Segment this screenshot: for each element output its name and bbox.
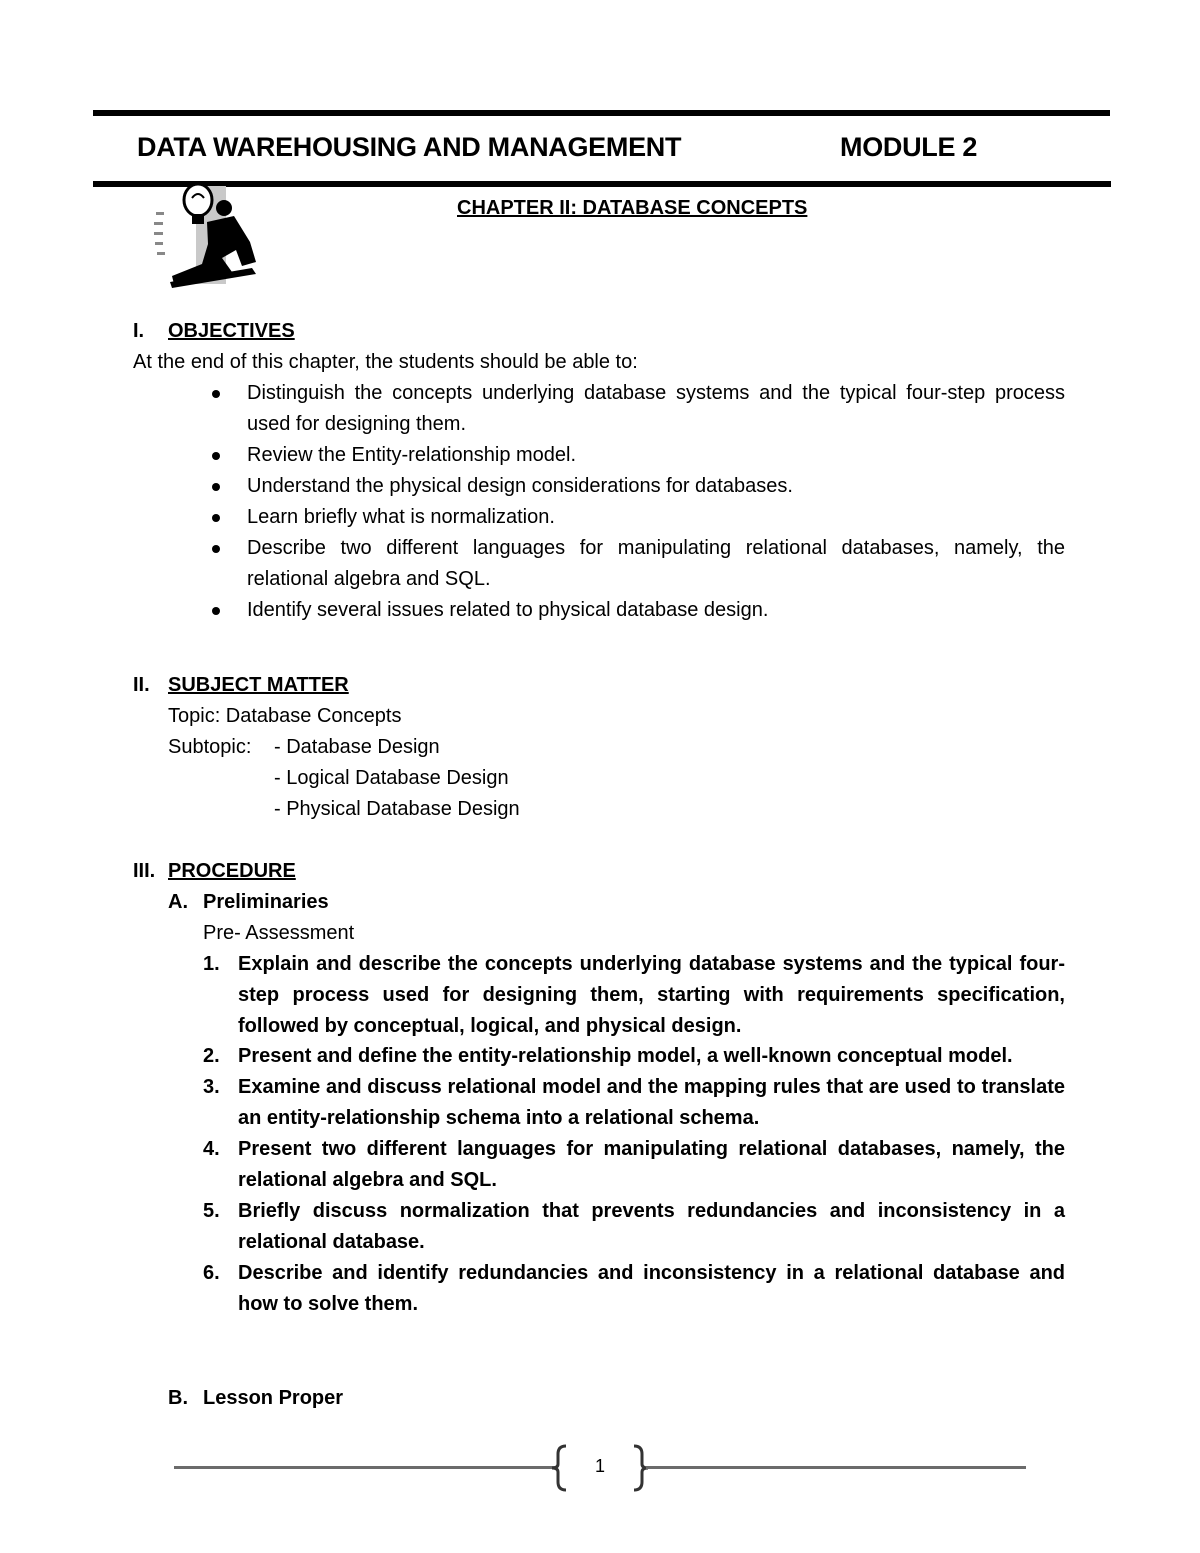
bullet-icon <box>212 607 220 615</box>
procedure-item: Present and define the entity-relationship model, a well-known conceptual model. <box>238 1045 1013 1067</box>
pre-assessment-label: Pre- Assessment <box>203 922 355 944</box>
bullet-icon <box>212 483 220 491</box>
procedure-heading-text: PROCEDURE <box>168 860 296 882</box>
objectives-intro: At the end of this chapter, the students should be able to: <box>133 351 638 373</box>
objective-item: Review the Entity-relationship model. <box>247 444 577 466</box>
chapter-title: CHAPTER II: DATABASE CONCEPTS <box>457 197 808 219</box>
objectives-heading <box>133 316 295 347</box>
procedure-item-number: 5. <box>203 1200 220 1222</box>
bullet-icon <box>212 390 220 398</box>
procedure-item: Describe and identify redundancies and inconsistency in a relational database and how to solve them. <box>238 1262 1065 1315</box>
procedure-item-number: 4. <box>203 1138 220 1160</box>
objective-item: Identify several issues related to physical database design. <box>247 599 769 621</box>
subtopic-item: - Physical Database Design <box>274 798 520 820</box>
subtopic-item: - Logical Database Design <box>274 767 509 789</box>
subject-matter-heading-text: SUBJECT MATTER <box>168 674 349 696</box>
preliminaries-letter: A. <box>168 891 188 913</box>
procedure-item-number: 6. <box>203 1262 220 1284</box>
footer-rule-right <box>646 1466 1026 1469</box>
objectives-numeral: I. <box>133 320 145 342</box>
document-title: DATA WAREHOUSING AND MANAGEMENT <box>137 132 682 162</box>
bullet-icon <box>212 514 220 522</box>
procedure-item: Explain and describe the concepts underlying database systems and the typical four-step process used for designing them, starting with requirements specification, followed by conceptual, logical, and physical design. <box>238 953 1065 1037</box>
bullet-icon <box>212 545 220 553</box>
objective-item: Learn briefly what is normalization. <box>247 506 555 528</box>
header-top-rule <box>93 110 1110 116</box>
module-label: MODULE 2 <box>840 132 978 162</box>
lesson-proper-heading: Lesson Proper <box>203 1387 344 1409</box>
left-brace-icon <box>548 1444 570 1492</box>
objective-item: Describe two different languages for manipulating relational databases, namely, the relational algebra and SQL. <box>247 537 1065 590</box>
lightbulb-person-icon <box>152 172 270 290</box>
objective-item: Understand the physical design considerations for databases. <box>247 475 793 497</box>
procedure-item-number: 3. <box>203 1076 220 1098</box>
page-number: 1 <box>594 1456 605 1476</box>
objectives-heading-text: OBJECTIVES <box>168 320 295 342</box>
subject-matter-heading <box>133 670 349 701</box>
subtopic-item: - Database Design <box>274 736 440 758</box>
procedure-item: Examine and discuss relational model and the mapping rules that are used to translate an entity-relationship schema into a relational schema. <box>238 1076 1065 1129</box>
objective-item: Distinguish the concepts underlying database systems and the typical four-step process used for designing them. <box>247 382 1065 435</box>
procedure-item: Present two different languages for manipulating relational databases, namely, the relational algebra and SQL. <box>238 1138 1065 1191</box>
procedure-numeral: III. <box>133 860 156 882</box>
procedure-heading <box>133 856 296 887</box>
subtopic-label: Subtopic: <box>168 736 252 758</box>
subject-matter-numeral: II. <box>133 674 150 696</box>
topic-line: Topic: Database Concepts <box>168 705 402 727</box>
procedure-item-number: 2. <box>203 1045 220 1067</box>
procedure-item: Briefly discuss normalization that prevents redundancies and inconsistency in a relational database. <box>238 1200 1065 1253</box>
bullet-icon <box>212 452 220 460</box>
procedure-item-number: 1. <box>203 953 220 975</box>
footer-rule-left <box>174 1466 555 1469</box>
preliminaries-heading: Preliminaries <box>203 891 329 913</box>
lesson-proper-letter: B. <box>168 1387 188 1409</box>
